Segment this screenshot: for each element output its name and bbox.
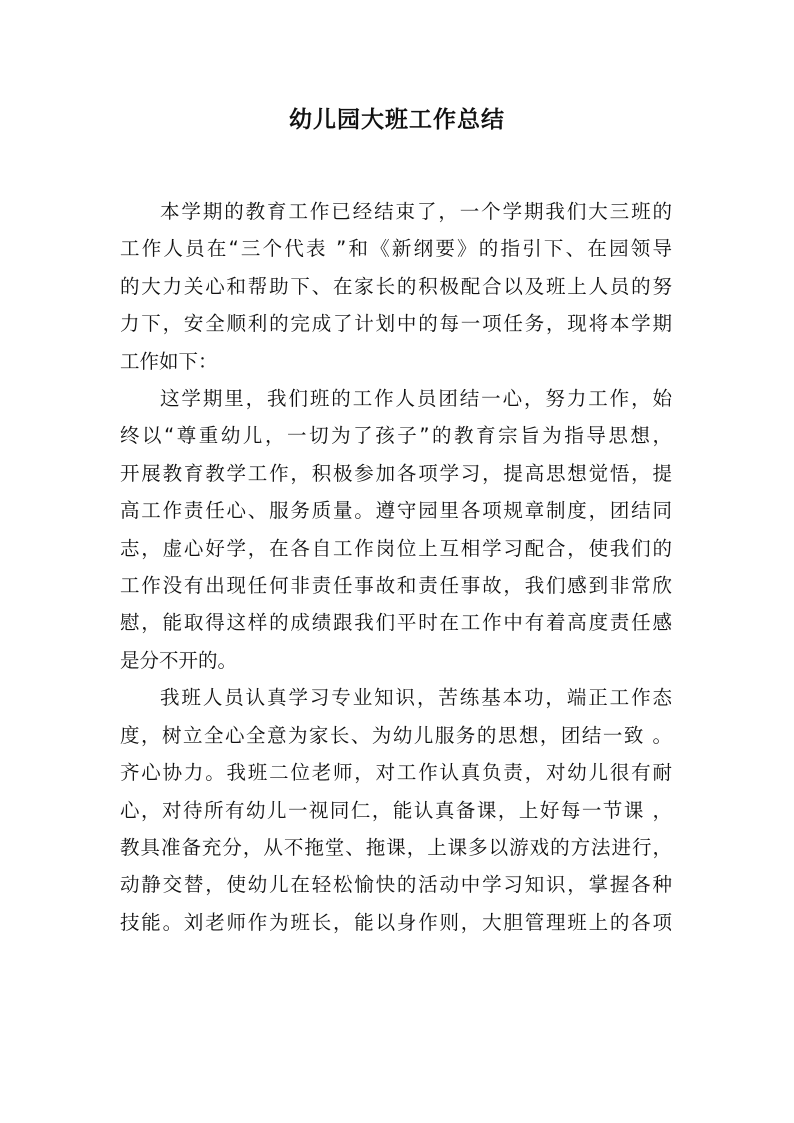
text-line: 开展教育教学工作，积极参加各项学习，提高思想觉悟，提 [120, 461, 672, 485]
text-line: 的大力关心和帮助下、在家长的积极配合以及班上人员的努 [120, 274, 672, 298]
text-line: 动静交替，使幼儿在轻松愉快的活动中学习知识，掌握各种 [120, 873, 672, 897]
text-line: 终以“尊重幼儿，一切为了孩子”的教育宗旨为指导思想， [120, 424, 672, 448]
text-line: 技能。刘老师作为班长，能以身作则，大胆管理班上的各项 [120, 910, 672, 934]
text-line: 度，树立全心全意为家长、为幼儿服务的思想，团结一致 。 [120, 723, 672, 747]
text-line: 工作如下： [120, 349, 218, 373]
paragraph-3 [120, 679, 672, 941]
text-line: 本学期的教育工作已经结束了，一个学期我们大三班的 [160, 200, 672, 223]
paragraph-1 [120, 193, 672, 380]
text-line: 工作没有出现任何非责任事故和责任事故，我们感到非常欣 [120, 574, 672, 598]
text-line: 齐心协力。我班二位老师，对工作认真负责，对幼儿很有耐 [120, 761, 672, 785]
paragraph-2 [120, 380, 672, 679]
text-line: 志，虚心好学，在各自工作岗位上互相学习配合，使我们的 [120, 536, 672, 560]
text-line: 我班人员认真学习专业知识，苦练基本功，端正工作态 [160, 686, 672, 710]
document-body [120, 193, 672, 941]
text-line: 工作人员在“三个代表 ”和《新纲要》的指引下、在园领导 [120, 237, 672, 261]
text-line: 是分不开的。 [120, 648, 238, 672]
text-line: 教具准备充分，从不拖堂、拖课，上课多以游戏的方法进行， [120, 835, 672, 859]
text-line: 高工作责任心、服务质量。遵守园里各项规章制度，团结同 [120, 499, 672, 523]
document-title: 幼儿园大班工作总结 [289, 107, 505, 133]
text-line: 力下，安全顺利的完成了计划中的每一项任务，现将本学期 [120, 312, 672, 336]
text-line: 慰，能取得这样的成绩跟我们平时在工作中有着高度责任感 [120, 611, 672, 635]
text-line: 这学期里，我们班的工作人员团结一心，努力工作，始 [160, 387, 672, 411]
text-line: 心，对待所有幼儿一视同仁，能认真备课，上好每一节课 ， [120, 798, 672, 822]
